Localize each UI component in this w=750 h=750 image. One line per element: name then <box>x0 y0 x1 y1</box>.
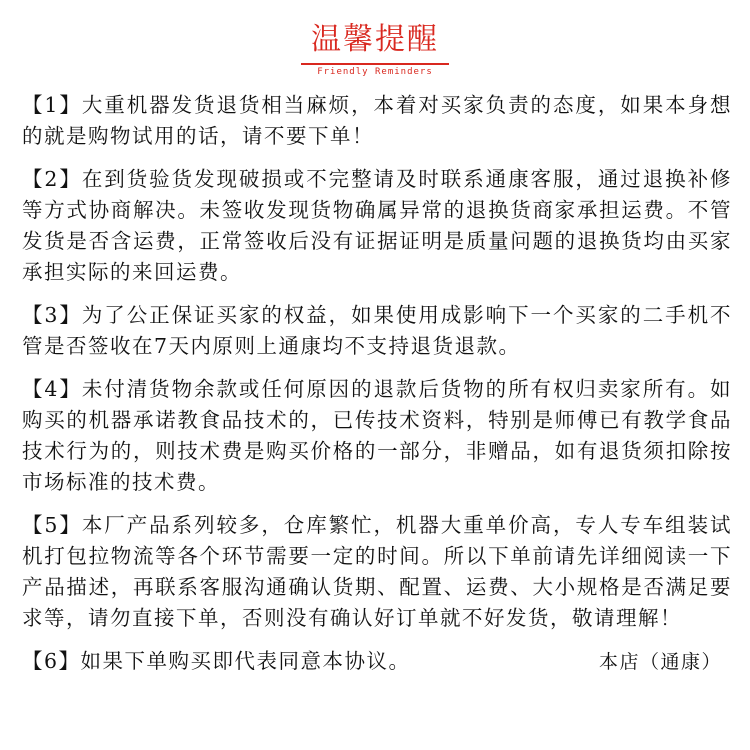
reminder-item-3 <box>22 300 732 362</box>
item-text: 未付清货物余款或任何原因的退款后货物的所有权归卖家所有。如购买的机器承诺教食品技术的，已传技术资料，特别是师傅已有教学食品技术行为的，则技术费是购买价格的一部分，非赠品，如有退货须扣除按市场标准的技术费。 <box>22 377 733 494</box>
page-subtitle: Friendly Reminders <box>317 67 433 77</box>
reminder-item-1 <box>22 90 732 152</box>
item-number: 【1】 <box>22 93 82 117</box>
store-signature: 本店（通康） <box>598 651 722 673</box>
item-number: 【4】 <box>22 377 82 401</box>
item-number: 【3】 <box>22 303 82 327</box>
item-text: 为了公正保证买家的权益，如果使用成影响下一个买家的二手机不管是否签收在7天内原则上通康均不支持退货退款。 <box>22 303 733 358</box>
header <box>0 22 750 77</box>
item-number: 【2】 <box>22 167 82 191</box>
final-statement <box>22 646 411 677</box>
reminder-item-4 <box>22 374 732 498</box>
item-text: 本厂产品系列较多，仓库繁忙，机器大重单价高，专人专车组装试机打包拉物流等各个环节需要一定的时间。所以下单前请先详细阅读一下产品描述，再联系客服沟通确认货期、配置、运费、大小规格是否满足要求等，请勿直接下单，否则没有确认好订单就不好发货，敬请理解！ <box>22 513 733 630</box>
item-text: 大重机器发货退货相当麻烦，本着对买家负责的态度，如果本身想的就是购物试用的话，请不要下单！ <box>22 93 733 148</box>
reminder-item-2 <box>22 164 732 288</box>
reminder-item-6 <box>22 646 732 678</box>
item-text: 在到货验货发现破损或不完整请及时联系通康客服，通过退换补修等方式协商解决。未签收发现货物确属异常的退换货商家承担运费。不管发货是否含运费，正常签收后没有证据证明是质量问题的退换货均由买家承担实际的来回运费。 <box>22 167 733 284</box>
page-title: 温馨提醒 <box>311 22 439 57</box>
reminder-item-5 <box>22 510 732 634</box>
item-text: 如果下单购买即代表同意本协议。 <box>80 649 411 673</box>
reminder-content <box>22 90 732 678</box>
title-underline <box>301 63 449 65</box>
item-number: 【6】 <box>22 649 81 673</box>
item-number: 【5】 <box>22 513 82 537</box>
